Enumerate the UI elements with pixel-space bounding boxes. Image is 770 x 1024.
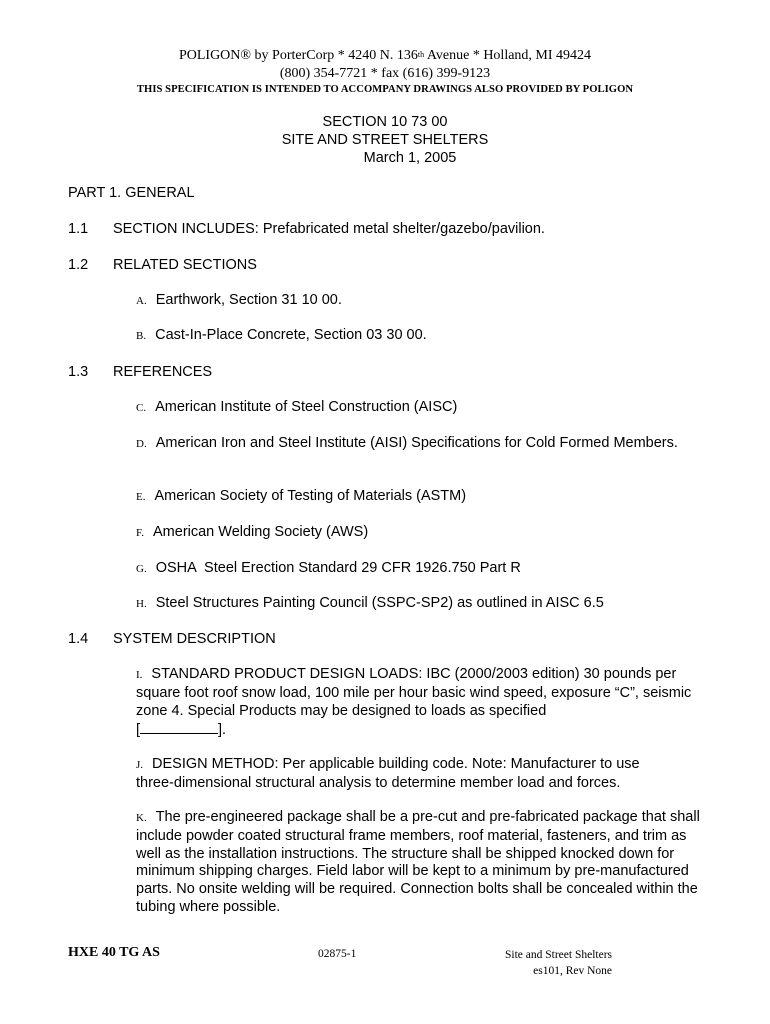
blank-close-bracket: ].: [218, 722, 227, 739]
section-date: March 1, 2005: [363, 150, 457, 166]
item-text: Steel Structures Painting Council (SSPC-SP2) as outlined in AISC 6.5: [155, 595, 604, 611]
item-text: DESIGN METHOD: Per applicable building code. Note: Manufacturer to use three-dimensional structural analysis to determine member load and forces.: [136, 756, 640, 791]
article-number: 1.4: [68, 631, 89, 647]
list-item: [136, 488, 701, 507]
specification-notice: THIS SPECIFICATION IS INTENDED TO ACCOMPANY DRAWINGS ALSO PROVIDED BY POLIGON: [136, 84, 634, 95]
item-text: American Welding Society (AWS): [153, 524, 369, 540]
item-letter: F.: [136, 527, 144, 539]
list-item: [136, 292, 701, 311]
company-address-part1: POLIGON® by PorterCorp * 4240 N. 136: [178, 48, 418, 63]
item-letter: J.: [136, 759, 144, 771]
footer-document-title: [470, 947, 612, 979]
section-number: SECTION 10 73 00: [322, 114, 448, 130]
company-address-line: [0, 47, 770, 64]
list-item: [136, 524, 701, 543]
list-item: [136, 595, 701, 614]
article-heading: SYSTEM DESCRIPTION: [113, 631, 276, 647]
list-item: [136, 809, 701, 917]
article-heading: REFERENCES: [113, 364, 213, 380]
item-text: Earthwork, Section 31 10 00.: [155, 292, 342, 308]
company-phone-line: (800) 354-7721 * fax (616) 399-9123: [279, 66, 491, 81]
article-number: 1.3: [68, 364, 89, 380]
item-letter: H.: [136, 598, 147, 610]
item-text: The pre-engineered package shall be a pre-cut and pre-fabricated package that shall include powder coated structural frame members, roof material, fasteners, and trim as well as the installation instructions. The structure shall be shipped knocked down for minimum shipping charges. Field labor will be kept to a minimum by pre-manufactured parts. No onsite welding will be required. Connection bolts shall be concealed within the tubing where possible.: [136, 809, 700, 915]
item-letter: B.: [136, 330, 147, 342]
item-text: STANDARD PRODUCT DESIGN LOADS: IBC (2000/2003 edition) 30 pounds per square foot roof snow load, 100 mile per hour basic wind speed, exposure “C”, seismic zone 4. Special Products may be designed to loads as specified: [136, 666, 692, 719]
item-letter: D.: [136, 438, 147, 450]
item-letter: I.: [136, 669, 143, 681]
company-address-part2: Avenue * Holland, MI 49424: [424, 48, 592, 63]
part-heading: PART 1. GENERAL: [68, 185, 195, 201]
item-letter: E.: [136, 491, 146, 503]
item-letter: G.: [136, 563, 147, 575]
item-text: American Iron and Steel Institute (AISI) Specifications for Cold Formed Members.: [155, 435, 678, 451]
footer-model-code: HXE 40 TG AS: [68, 945, 160, 960]
section-title: SITE AND STREET SHELTERS: [281, 132, 489, 148]
article-heading: SECTION INCLUDES: Prefabricated metal shelter/gazebo/pavilion.: [113, 221, 545, 237]
footer-revision-line: es101, Rev None: [533, 965, 612, 977]
article-heading: RELATED SECTIONS: [113, 257, 257, 273]
article-number: 1.2: [68, 257, 89, 273]
item-text: American Society of Testing of Materials (ASTM): [154, 488, 467, 504]
item-text: OSHA Steel Erection Standard 29 CFR 1926.750 Part R: [155, 560, 521, 576]
list-item: [136, 756, 676, 793]
footer-page-number: 02875-1: [318, 948, 357, 960]
blank-open-bracket: [: [136, 722, 141, 739]
item-text: American Institute of Steel Construction (AISC): [155, 399, 458, 415]
ordinal-suffix: th: [417, 50, 425, 59]
list-item: [136, 399, 701, 418]
list-item: [136, 666, 696, 740]
list-item: [136, 327, 701, 346]
footer-title-line: Site and Street Shelters: [505, 949, 612, 961]
item-letter: A.: [136, 295, 147, 307]
item-letter: C.: [136, 402, 147, 414]
fill-in-blank: [140, 720, 218, 734]
list-item: [136, 435, 701, 454]
list-item: [136, 560, 701, 579]
article-number: 1.1: [68, 221, 89, 237]
item-text: Cast-In-Place Concrete, Section 03 30 00.: [155, 327, 427, 343]
item-letter: K.: [136, 812, 147, 824]
